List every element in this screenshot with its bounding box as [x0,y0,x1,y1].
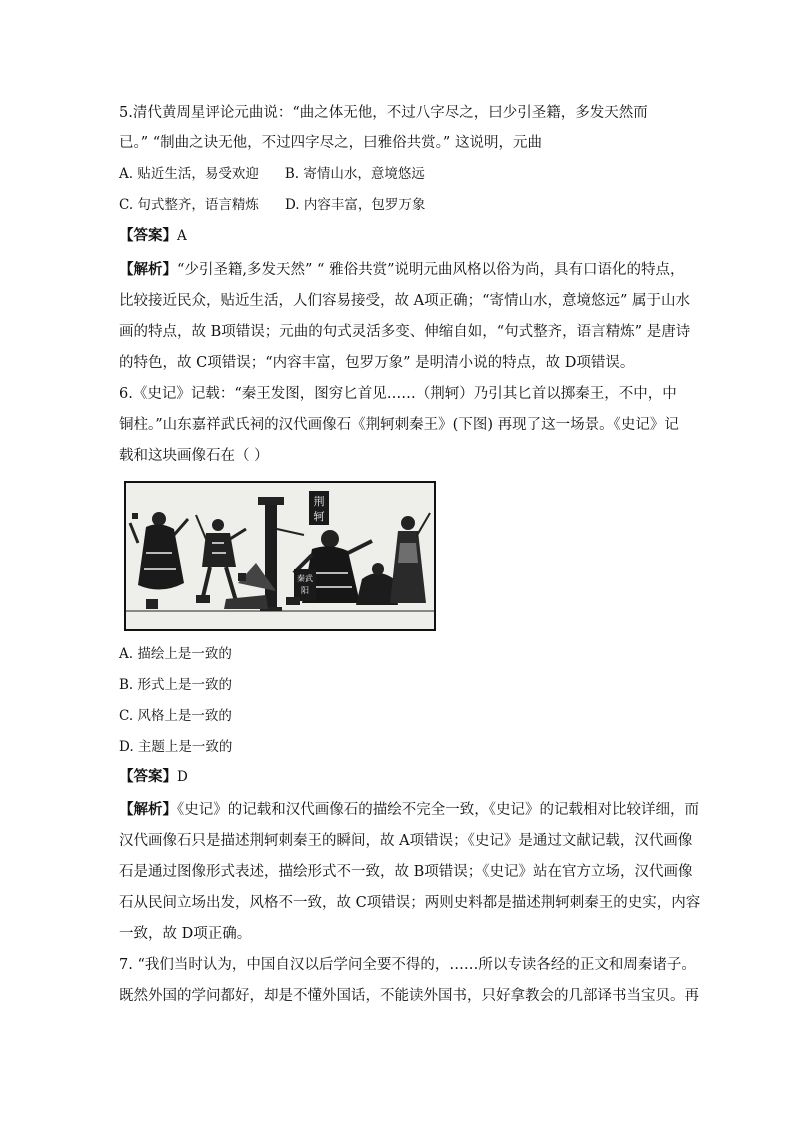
q5-answer-value: A [177,228,187,244]
han-stone-relief-image [124,481,436,631]
q6-option-d[interactable]: D. 主题上是一致的 [119,739,233,755]
q6-analysis-line-4: 石从民间立场出发，风格不一致，故 C项错误；两则史料都是描述荆轲刺秦王的史实，内容 [119,895,701,911]
q5-answer [119,226,187,246]
figure-label-qinwu-2: 阳 [301,586,309,595]
q6-analysis-line-5: 一致，故 D项正确。 [119,926,252,942]
q5-answer-tag: 【答案】 [119,227,177,244]
q5-stem-line-1: 5.清代黄周星评论元曲说：“曲之体无他，不过八字尽之，曰少引圣籍，多发天然而 [119,105,648,121]
figure-label-qinwu-1: 秦武 [297,574,313,583]
q5-analysis-line-2: 比较接近民众，贴近生活，人们容易接受，故 A项正确；“寄情山水，意境悠远” 属于山水 [119,293,691,309]
q5-option-b[interactable]: B. 寄情山水，意境悠远 [284,166,425,182]
q6-stem-line-1: 6.《史记》记载：“秦王发图，图穷匕首见……（荆轲）乃引其匕首以掷秦王，不中，中 [119,386,677,402]
q5-analysis-line-3: 画的特点，故 B项错误；元曲的句式灵活多变、伸缩自如，“句式整齐，语言精炼” 是唐诗 [119,324,691,340]
q5-analysis-tag: 【解析】 [119,261,177,278]
q5-options-row-2 [119,195,425,215]
q6-stem-line-2: 铜柱。”山东嘉祥武氏祠的汉代画像石《荆轲刺秦王》(下图) 再现了这一场景。《史记》记 [119,417,679,433]
q6-answer-tag: 【答案】 [119,768,177,785]
q6-option-a[interactable]: A. 描绘上是一致的 [119,646,232,662]
q5-option-c[interactable]: C. 句式整齐，语言精炼 [119,197,259,213]
q5-analysis-text-1: “少引圣籍,多发天然” “ 雅俗共赏”说明元曲风格以俗为尚，具有口语化的特点， [177,262,685,278]
q5-analysis-line-1 [119,260,684,280]
q6-stem-line-3: 载和这块画像石在（ ） [119,448,269,464]
figure-label-jingke-1: 荆 [313,495,325,508]
q6-analysis-line-1 [119,800,699,820]
q7-stem-line-2: 既然外国的学问都好，却是不懂外国话，不能读外国书，只好拿教会的几部译书当宝贝。再 [119,988,699,1004]
q6-analysis-text-1: 《史记》的记载和汉代画像石的描绘不完全一致，《史记》的记载相对比较详细，而 [177,802,699,818]
q7-stem-line-1: 7. “我们当时认为，中国自汉以后学问全要不得的，……所以专读各经的正文和周秦诸子。 [119,957,696,973]
q5-option-a[interactable]: A. 贴近生活，易受欢迎 [119,166,259,182]
q6-analysis-line-3: 石是通过图像形式表述，描绘形式不一致，故 B项错误；《史记》站在官方立场，汉代画像 [119,864,693,880]
q6-option-c[interactable]: C. 风格上是一致的 [119,708,232,724]
figure-label-jingke-2: 轲 [313,510,325,523]
q6-answer-value: D [177,769,188,785]
q6-analysis-line-2: 汉代画像石只是描述荆轲刺秦王的瞬间，故 A项错误；《史记》是通过文献记载，汉代画像 [119,833,693,849]
q6-option-b[interactable]: B. 形式上是一致的 [119,677,233,693]
q5-options-row-1 [119,164,425,184]
q6-answer [119,767,188,787]
q5-stem-line-2: 已。” “制曲之诀无他，不过四字尽之，曰雅俗共赏。” 这说明，元曲 [119,135,542,151]
q6-analysis-tag: 【解析】 [119,801,177,818]
q5-analysis-line-4: 的特色，故 C项错误；“内容丰富，包罗万象” 是明清小说的特点，故 D项错误。 [119,355,635,371]
q5-option-d[interactable]: D. 内容丰富，包罗万象 [284,197,426,213]
